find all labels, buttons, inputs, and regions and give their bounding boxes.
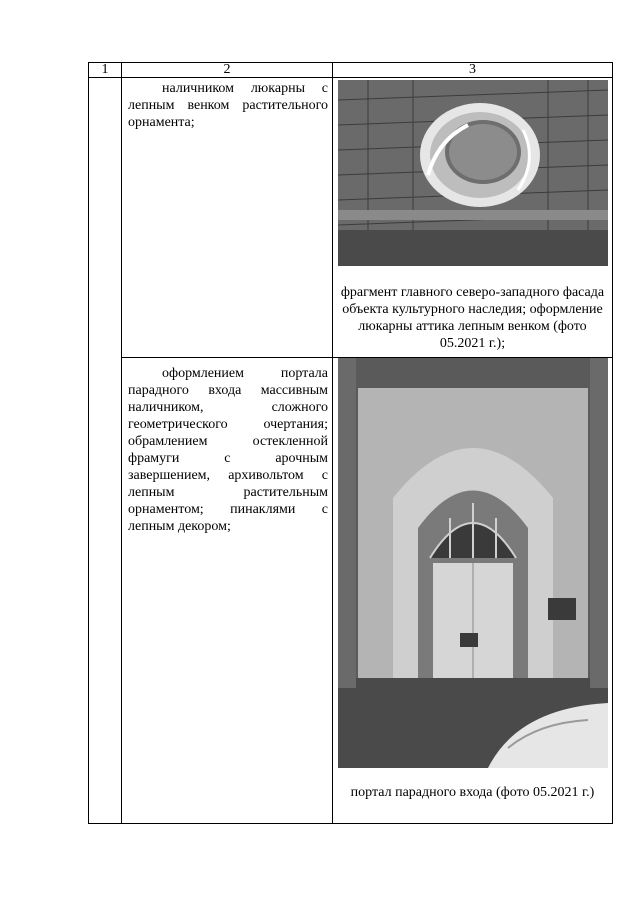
header-col-1: 1 <box>89 63 122 78</box>
heritage-table <box>88 62 613 824</box>
building-facade-photo-icon <box>338 80 608 266</box>
table-row <box>89 78 613 358</box>
row-number-cell <box>89 78 122 824</box>
photo-cell <box>333 78 613 358</box>
table-header-row <box>89 63 613 78</box>
description-cell <box>122 78 333 358</box>
portal-entrance-photo-icon <box>338 358 608 768</box>
photo-cell <box>333 358 613 824</box>
photo-caption: фрагмент главного северо-западного фасада объекта культурного наследия; оформление люкарны аттика лепным венком (фото 05.2021 г.); <box>340 285 605 351</box>
table-row <box>89 358 613 824</box>
photo-caption: портал парадного входа (фото 05.2021 г.) <box>350 785 595 800</box>
description-text: наличником люкарны с лепным венком растительного орнамента; <box>128 81 328 130</box>
description-cell <box>122 358 333 824</box>
description-text: оформлением портала парадного входа массивным наличником, сложного геометрического очертания; обрамлением остекленной фрамуги с арочным завершением, архивольтом с лепным растительным орнаментом; пинаклями с лепным декором; <box>128 366 328 534</box>
header-col-2: 2 <box>122 63 333 78</box>
header-col-3: 3 <box>333 63 613 78</box>
